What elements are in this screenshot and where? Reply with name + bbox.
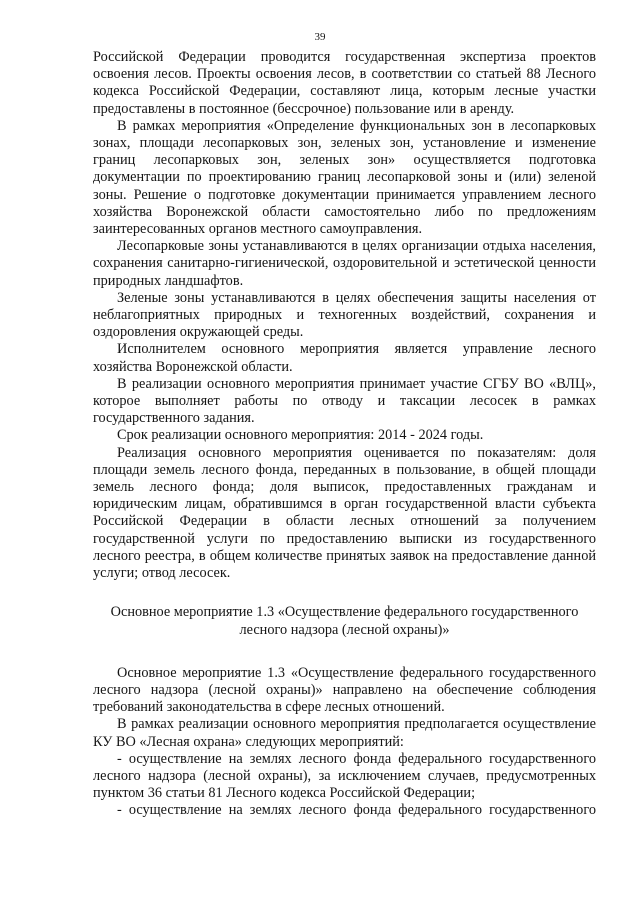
paragraph: В рамках реализации основного мероприятия предполагается осуществление КУ ВО «Лесная охрана» следующих мероприятий:: [93, 716, 596, 750]
page-number: 39: [314, 31, 326, 43]
section-heading: Основное мероприятие 1.3 «Осуществление федерального государственного лесного надзора (лесной охраны)»: [110, 604, 579, 638]
paragraph: Российской Федерации проводится государственная экспертиза проектов освоения лесов. Проекты освоения лесов, в соответствии со статьей 88 Лесного кодекса Российской Федерации, составляют лица, которым лесные участки предоставлены в постоянное (бессрочное) пользование или в аренду.: [93, 49, 596, 117]
paragraph: Зеленые зоны устанавливаются в целях обеспечения защиты населения от неблагоприятных природных и техногенных воздействий, сохранения и оздоровления окружающей среды.: [93, 289, 596, 341]
paragraph: Реализация основного мероприятия оценивается по показателям: доля площади земель лесного фонда, переданных в пользование, в общей площади земель лесного фонда; доля выписок, предоставленных гражданам и юридическим лицам, обратившимся в орган государственной власти субъекта Российской Федерации в области лесных отношений за получением государственной услуги по предоставлению выписки из государственного лесного реестра, в общем количестве принятых заявок на предоставление данной услуги; отвод лесосек.: [93, 444, 596, 582]
document-body: [93, 49, 596, 820]
list-item: - осуществление на землях лесного фонда федерального государственного: [117, 802, 596, 819]
paragraph: Исполнителем основного мероприятия является управление лесного хозяйства Воронежской области.: [93, 341, 596, 375]
paragraph: В рамках мероприятия «Определение функциональных зон в лесопарковых зонах, площади лесопарковых зон, зеленых зон, установление и изменение границ лесопарковых зон, зеленых зон» осуществляется подготовка документации по проектированию границ лесопарковой зоны и (или) зеленой зоны. Решение о подготовке документации принимается управлением лесного хозяйства Воронежской области самостоятельно либо по предложениям заинтересованных органов местного самоуправления.: [93, 117, 596, 238]
paragraph: Основное мероприятие 1.3 «Осуществление федерального государственного лесного надзора (лесной охраны)» направлено на обеспечение соблюдения требований законодательства в сфере лесных отношений.: [93, 664, 596, 716]
list-item: - осуществление на землях лесного фонда федерального государственного лесного надзора (лесной охраны), за исключением случаев, предусмотренных пунктом 36 статьи 81 Лесного кодекса Российской Федерации;: [93, 750, 596, 802]
paragraph: Срок реализации основного мероприятия: 2014 - 2024 годы.: [117, 427, 484, 444]
paragraph: В реализации основного мероприятия принимает участие СГБУ ВО «ВЛЦ», которое выполняет работы по отводу и таксации лесосек в рамках государственного задания.: [93, 375, 596, 427]
paragraph: Лесопарковые зоны устанавливаются в целях организации отдыха населения, сохранения санитарно-гигиенической, оздоровительной и эстетической ценности природных ландшафтов.: [93, 238, 596, 289]
